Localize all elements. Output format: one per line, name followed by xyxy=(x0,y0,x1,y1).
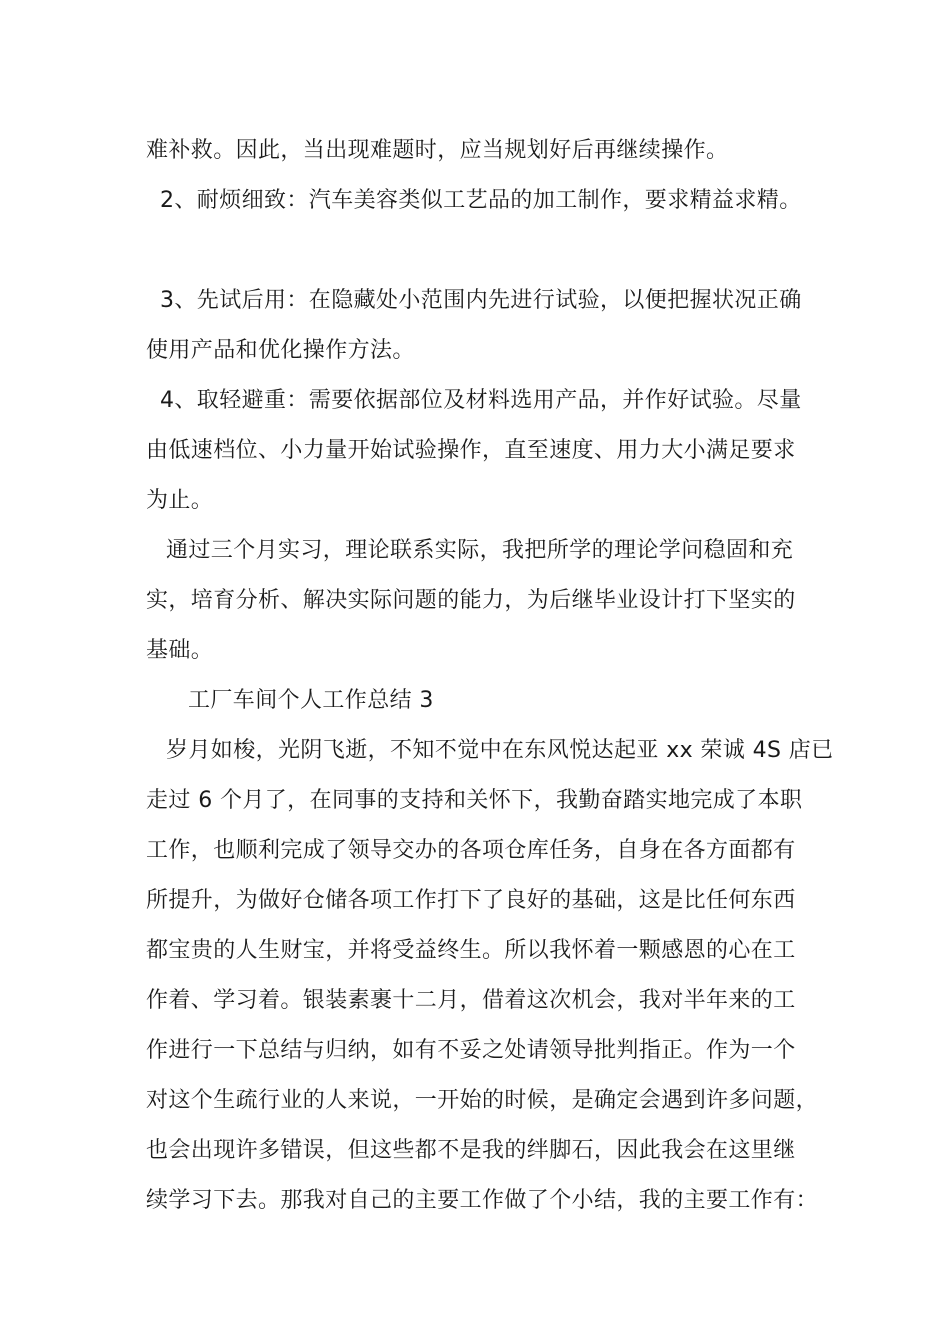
text-line-6: 由低速档位、小力量开始试验操作，直至速度、用力大小满足要求 xyxy=(146,438,796,463)
text-line-1: 难补救。因此，当出现难题时，应当规划好后再继续操作。 xyxy=(146,138,729,163)
text-line-12: 岁月如梭，光阴飞逝，不知不觉中在东风悦达起亚 xx 荣诚 4S 店已 xyxy=(166,738,834,763)
text-line-10: 基础。 xyxy=(146,638,214,663)
text-line-18: 作进行一下总结与归纳，如有不妥之处请领导批判指正。作为一个 xyxy=(146,1038,796,1063)
section-heading: 工厂车间个人工作总结 3 xyxy=(188,688,434,713)
text-line-14: 工作，也顺利完成了领导交办的各项仓库任务，自身在各方面都有 xyxy=(146,838,796,863)
text-line-7: 为止。 xyxy=(146,488,214,513)
text-line-16: 都宝贵的人生财宝，并将受益终生。所以我怀着一颗感恩的心在工 xyxy=(146,938,796,963)
text-line-2: 2、耐烦细致：汽车美容类似工艺品的加工制作，要求精益求精。 xyxy=(160,188,802,213)
text-line-13: 走过 6 个月了，在同事的支持和关怀下，我勤奋踏实地完成了本职 xyxy=(146,788,803,813)
text-line-5: 4、取轻避重：需要依据部位及材料选用产品，并作好试验。尽量 xyxy=(160,388,802,413)
text-line-3: 3、先试后用：在隐藏处小范围内先进行试验，以便把握状况正确 xyxy=(160,288,802,313)
text-line-4: 使用产品和优化操作方法。 xyxy=(146,338,415,363)
text-line-8: 通过三个月实习，理论联系实际，我把所学的理论学问稳固和充 xyxy=(166,538,794,563)
text-line-15: 所提升，为做好仓储各项工作打下了良好的基础，这是比任何东西 xyxy=(146,888,796,913)
text-line-17: 作着、学习着。银装素裹十二月，借着这次机会，我对半年来的工 xyxy=(146,988,796,1013)
text-line-19: 对这个生疏行业的人来说，一开始的时候，是确定会遇到许多问题， xyxy=(146,1088,819,1113)
text-line-21: 续学习下去。那我对自己的主要工作做了个小结，我的主要工作有： xyxy=(146,1188,819,1213)
text-line-20: 也会出现许多错误，但这些都不是我的绊脚石，因此我会在这里继 xyxy=(146,1138,796,1163)
text-line-9: 实，培育分析、解决实际问题的能力，为后继毕业设计打下坚实的 xyxy=(146,588,796,613)
